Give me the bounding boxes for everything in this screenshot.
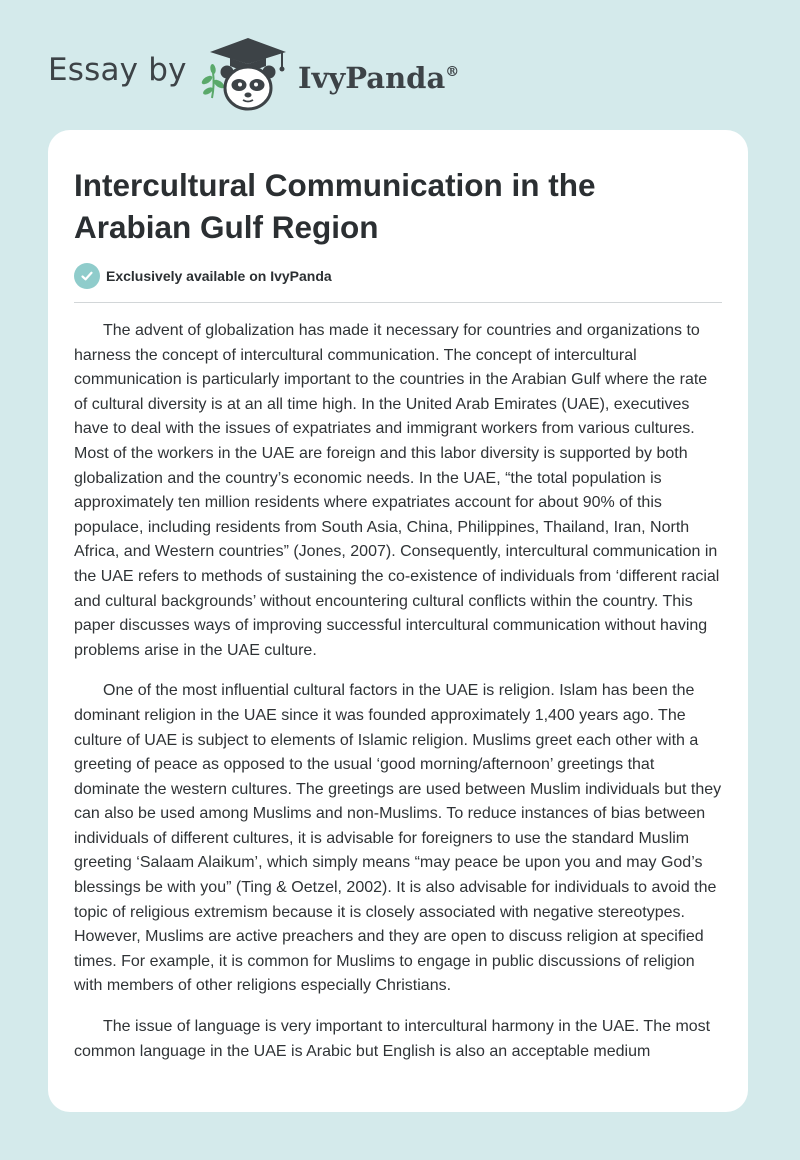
panda-logo-icon[interactable] — [200, 36, 296, 112]
essay-card — [48, 130, 748, 1112]
paragraph: The issue of language is very important to intercultural harmony in the UAE. The most common language in the UAE is Arabic but English is also an acceptable medium — [74, 1018, 711, 1060]
brand-name[interactable] — [298, 53, 459, 97]
exclusive-badge — [74, 263, 332, 289]
paragraph: One of the most influential cultural factors in the UAE is religion. Islam has been the dominant religion in the UAE since it was founded approximately 1,400 years ago. The culture of UAE is subject to elements of Islamic religion. Muslims greet each other with a greeting of peace as opposed to the usual ‘good morning/afternoon’ greetings that dominate the western cultures. The greetings are used between Muslim individuals but they can also be used among Muslims and non-Muslims. To reduce instances of bias between individuals of different cultures, it is advisable for foreigners to use the standard Muslim greeting ‘Salaam Alaikum’, which simply means “may peace be upon you and may God’s blessings be with you” (Ting & Oetzel, 2002). It is also advisable for individuals to avoid the topic of religious extremism because it is closely associated with negative stereotypes. However, Muslims are active preachers and they are open to discuss religion at specified times. For example, it is common for Muslims to engage in public discussions of religion with members of other religions especially Christians. — [74, 682, 722, 995]
exclusive-label: Exclusively available on IvyPanda — [106, 268, 332, 284]
paragraph: The advent of globalization has made it necessary for countries and organizations to harness the concept of intercultural communication. The concept of intercultural communication is particularly important to the countries in the Arabian Gulf where the rate of cultural diversity is at an all time high. In the United Arab Emirates (UAE), executives have to deal with the issues of expatriates and immigrant workers from various cultures. Most of the workers in the UAE are foreign and this labor diversity is supported by both globalization and the country’s economic needs. In the UAE, “the total population is approximately ten million residents where expatriates account for about 90% of this populace, including residents from South Asia, China, Philippines, Thailand, Iran, North Africa, and Western countries” (Jones, 2007). Consequently, intercultural communication in the UAE refers to methods of sustaining the co-existence of individuals from ‘different racial and cultural backgrounds’ without encountering cultural conflicts within the country. This paper discusses ways of improving successful intercultural communication without having problems arise in the UAE culture. — [74, 322, 720, 659]
site-header — [0, 0, 800, 120]
panda-head-icon — [221, 66, 276, 110]
essay-title: Intercultural Communication in the Arabian Gulf Region — [74, 167, 596, 245]
brand-text: IvyPanda — [298, 61, 446, 95]
essay-body — [74, 319, 724, 1080]
essay-by-label: Essay by — [48, 52, 187, 88]
divider — [74, 302, 722, 303]
trademark-symbol: ® — [445, 64, 460, 80]
check-circle-icon — [74, 263, 100, 289]
